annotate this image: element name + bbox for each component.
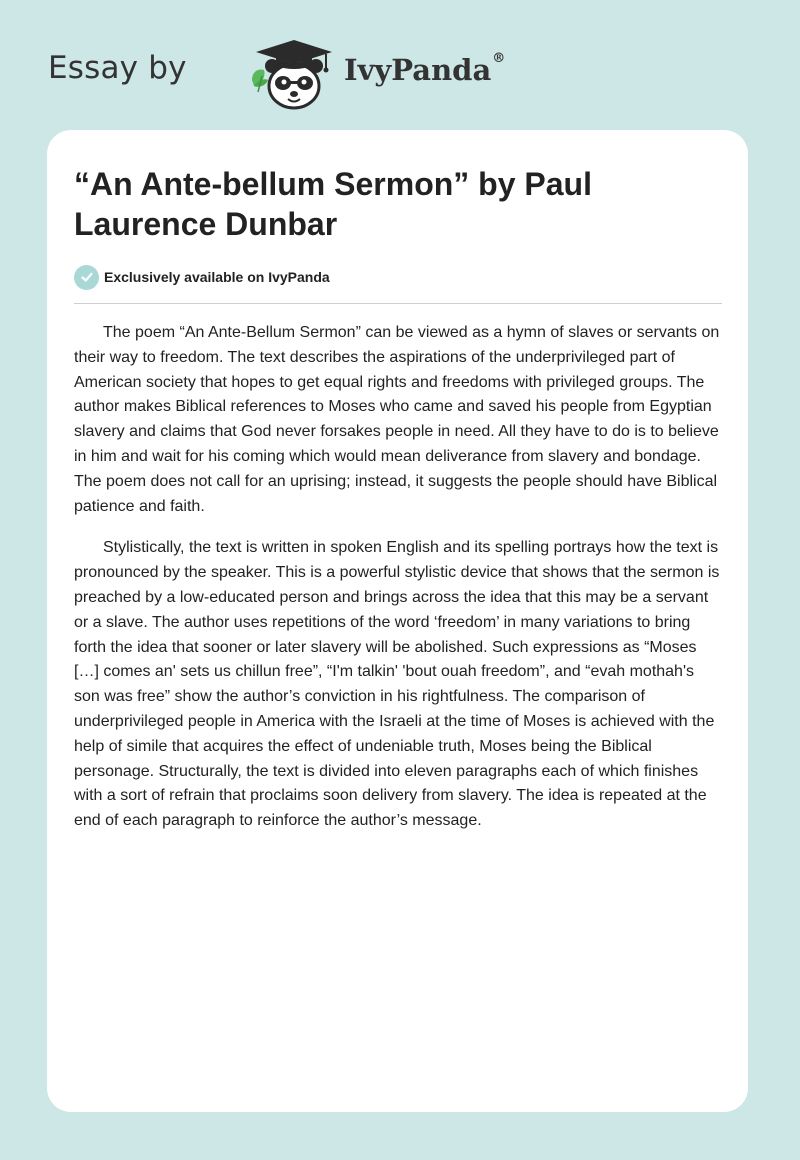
registered-trademark: ®	[492, 51, 506, 66]
title-divider	[74, 303, 722, 304]
panda-logo-icon[interactable]	[248, 36, 340, 112]
essay-paragraph: The poem “An Ante-Bellum Sermon” can be viewed as a hymn of slaves or servants on their way to freedom. The text describes the aspirations of the underprivileged part of American society that hopes to get equal rights and freedoms with privileged groups. The author makes Biblical references to Moses who came and saved his people from Egyptian slavery and claims that God never forsakes people in need. All they have to do is to believe in him and wait for his coming which would mean deliverance from slavery and bondage. The poem does not call for an uprising; instead, it suggests the people should have Biblical patience and faith.	[74, 324, 720, 515]
essay-body	[74, 321, 724, 851]
essay-title: “An Ante-bellum Sermon” by Paul Laurence Dunbar	[74, 166, 592, 242]
exclusive-badge	[74, 264, 330, 290]
essay-by-label: Essay by	[48, 50, 187, 86]
essay-paragraph: Stylistically, the text is written in spoken English and its spelling portrays how the text is pronounced by the speaker. This is a powerful stylistic device that shows that the sermon is preached by a low-educated person and brings across the idea that this may be a servant or a slave. The author uses repetitions of the word ‘freedom’ in many variations to bring forth the idea that sooner or later slavery will be abolished. Such expressions as “Moses […] comes an' sets us chillun free”, “I'm talkin' 'bout ouah freedom”, and “evah mothah's son was free” show the author’s conviction in his rightfulness. The comparison of underprivileged people in America with the Israeli at the time of Moses is achieved with the help of simile that acquires the effect of undeniable truth, Moses being the Biblical personage. Structurally, the text is divided into eleven paragraphs each of which finishes with a sort of refrain that proclaims soon delivery from slavery. The idea is repeated at the end of each paragraph to reinforce the author’s message.	[74, 539, 720, 830]
exclusive-badge-text: Exclusively available on IvyPanda	[104, 269, 330, 285]
checkmark-icon	[74, 265, 99, 290]
essay-card	[47, 130, 748, 1112]
site-header	[48, 36, 548, 112]
ivypanda-logo-text[interactable]: IvyPanda®	[344, 51, 506, 87]
